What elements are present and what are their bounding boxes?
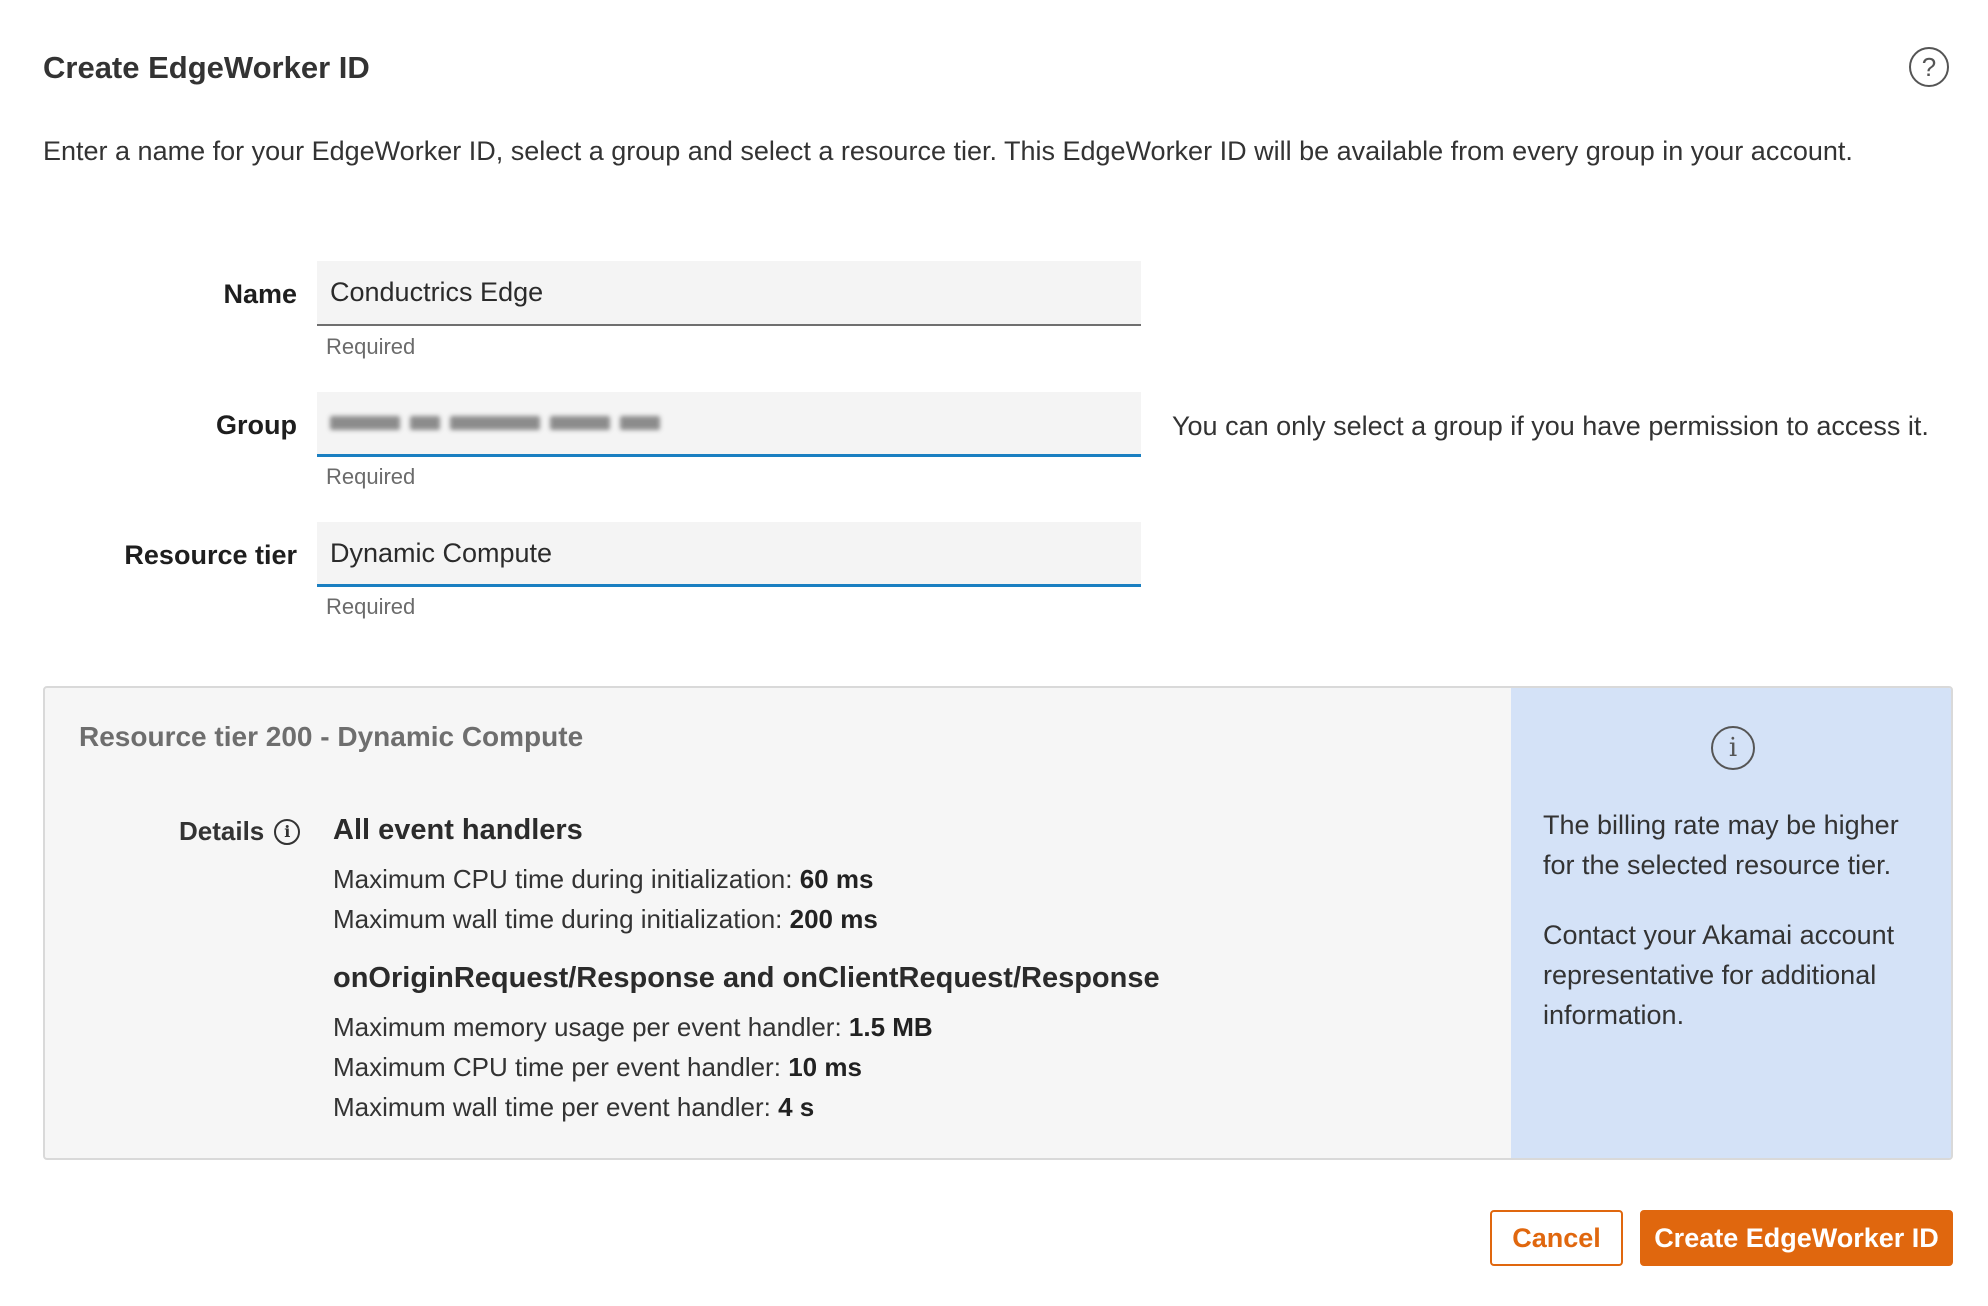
billing-note: The billing rate may be higher for the selected resource tier.: [1543, 810, 1899, 880]
spec-line: [333, 1092, 814, 1123]
name-required-hint: Required: [326, 334, 416, 359]
details-info-icon[interactable]: i: [274, 819, 300, 845]
spec-line: [333, 1012, 933, 1043]
spec-line: [333, 1052, 862, 1083]
group-value-redacted: [330, 416, 660, 430]
help-icon[interactable]: ?: [1909, 47, 1949, 87]
info-icon: i: [1711, 726, 1755, 770]
spec-value: 200 ms: [789, 904, 878, 934]
spec-value: 1.5 MB: [848, 1012, 933, 1042]
details-label: [179, 816, 300, 847]
resource-tier-select[interactable]: [317, 522, 1141, 587]
group-label: Group: [216, 410, 297, 440]
spec-value: 4 s: [778, 1092, 815, 1122]
name-input-value: Conductrics Edge: [330, 277, 544, 307]
spec-label: Maximum wall time per event handler:: [333, 1092, 771, 1122]
spec-label: Maximum memory usage per event handler:: [333, 1012, 842, 1042]
resource-tier-value: Dynamic Compute: [330, 537, 553, 568]
spec-value: 60 ms: [799, 864, 874, 894]
spec-value: 10 ms: [788, 1052, 862, 1082]
spec-label: Maximum CPU time during initialization:: [333, 864, 793, 894]
dialog-intro: Enter a name for your EdgeWorker ID, select a group and select a resource tier. This EdgeWorker ID will be available from every group in your account.: [43, 136, 1853, 166]
name-label: Name: [223, 279, 297, 309]
tier-details: [45, 688, 1511, 1158]
resource-tier-label: Resource tier: [124, 540, 297, 570]
billing-info-aside: [1511, 688, 1953, 1158]
dialog-title: Create EdgeWorker ID: [43, 50, 370, 85]
group-permission-note: You can only select a group if you have permission to access it.: [1172, 411, 1929, 441]
group-select[interactable]: [317, 392, 1141, 457]
cancel-button[interactable]: Cancel: [1490, 1210, 1623, 1266]
spec-line: [333, 864, 873, 895]
create-edgeworker-id-button[interactable]: Create EdgeWorker ID: [1640, 1210, 1953, 1266]
spec-label: Maximum wall time during initialization:: [333, 904, 783, 934]
group-required-hint: Required: [326, 464, 416, 489]
details-label-text: Details: [179, 816, 265, 846]
contact-note: Contact your Akamai account representative for additional information.: [1543, 920, 1895, 1030]
resource-tier-required-hint: Required: [326, 594, 416, 619]
tier-title: Resource tier 200 - Dynamic Compute: [79, 721, 584, 752]
name-input[interactable]: [317, 261, 1141, 326]
resource-tier-panel: [43, 686, 1953, 1160]
section-heading: onOriginRequest/Response and onClientRequest/Response: [333, 962, 1160, 994]
section-heading: All event handlers: [333, 814, 583, 846]
spec-line: [333, 904, 878, 935]
spec-label: Maximum CPU time per event handler:: [333, 1052, 781, 1082]
